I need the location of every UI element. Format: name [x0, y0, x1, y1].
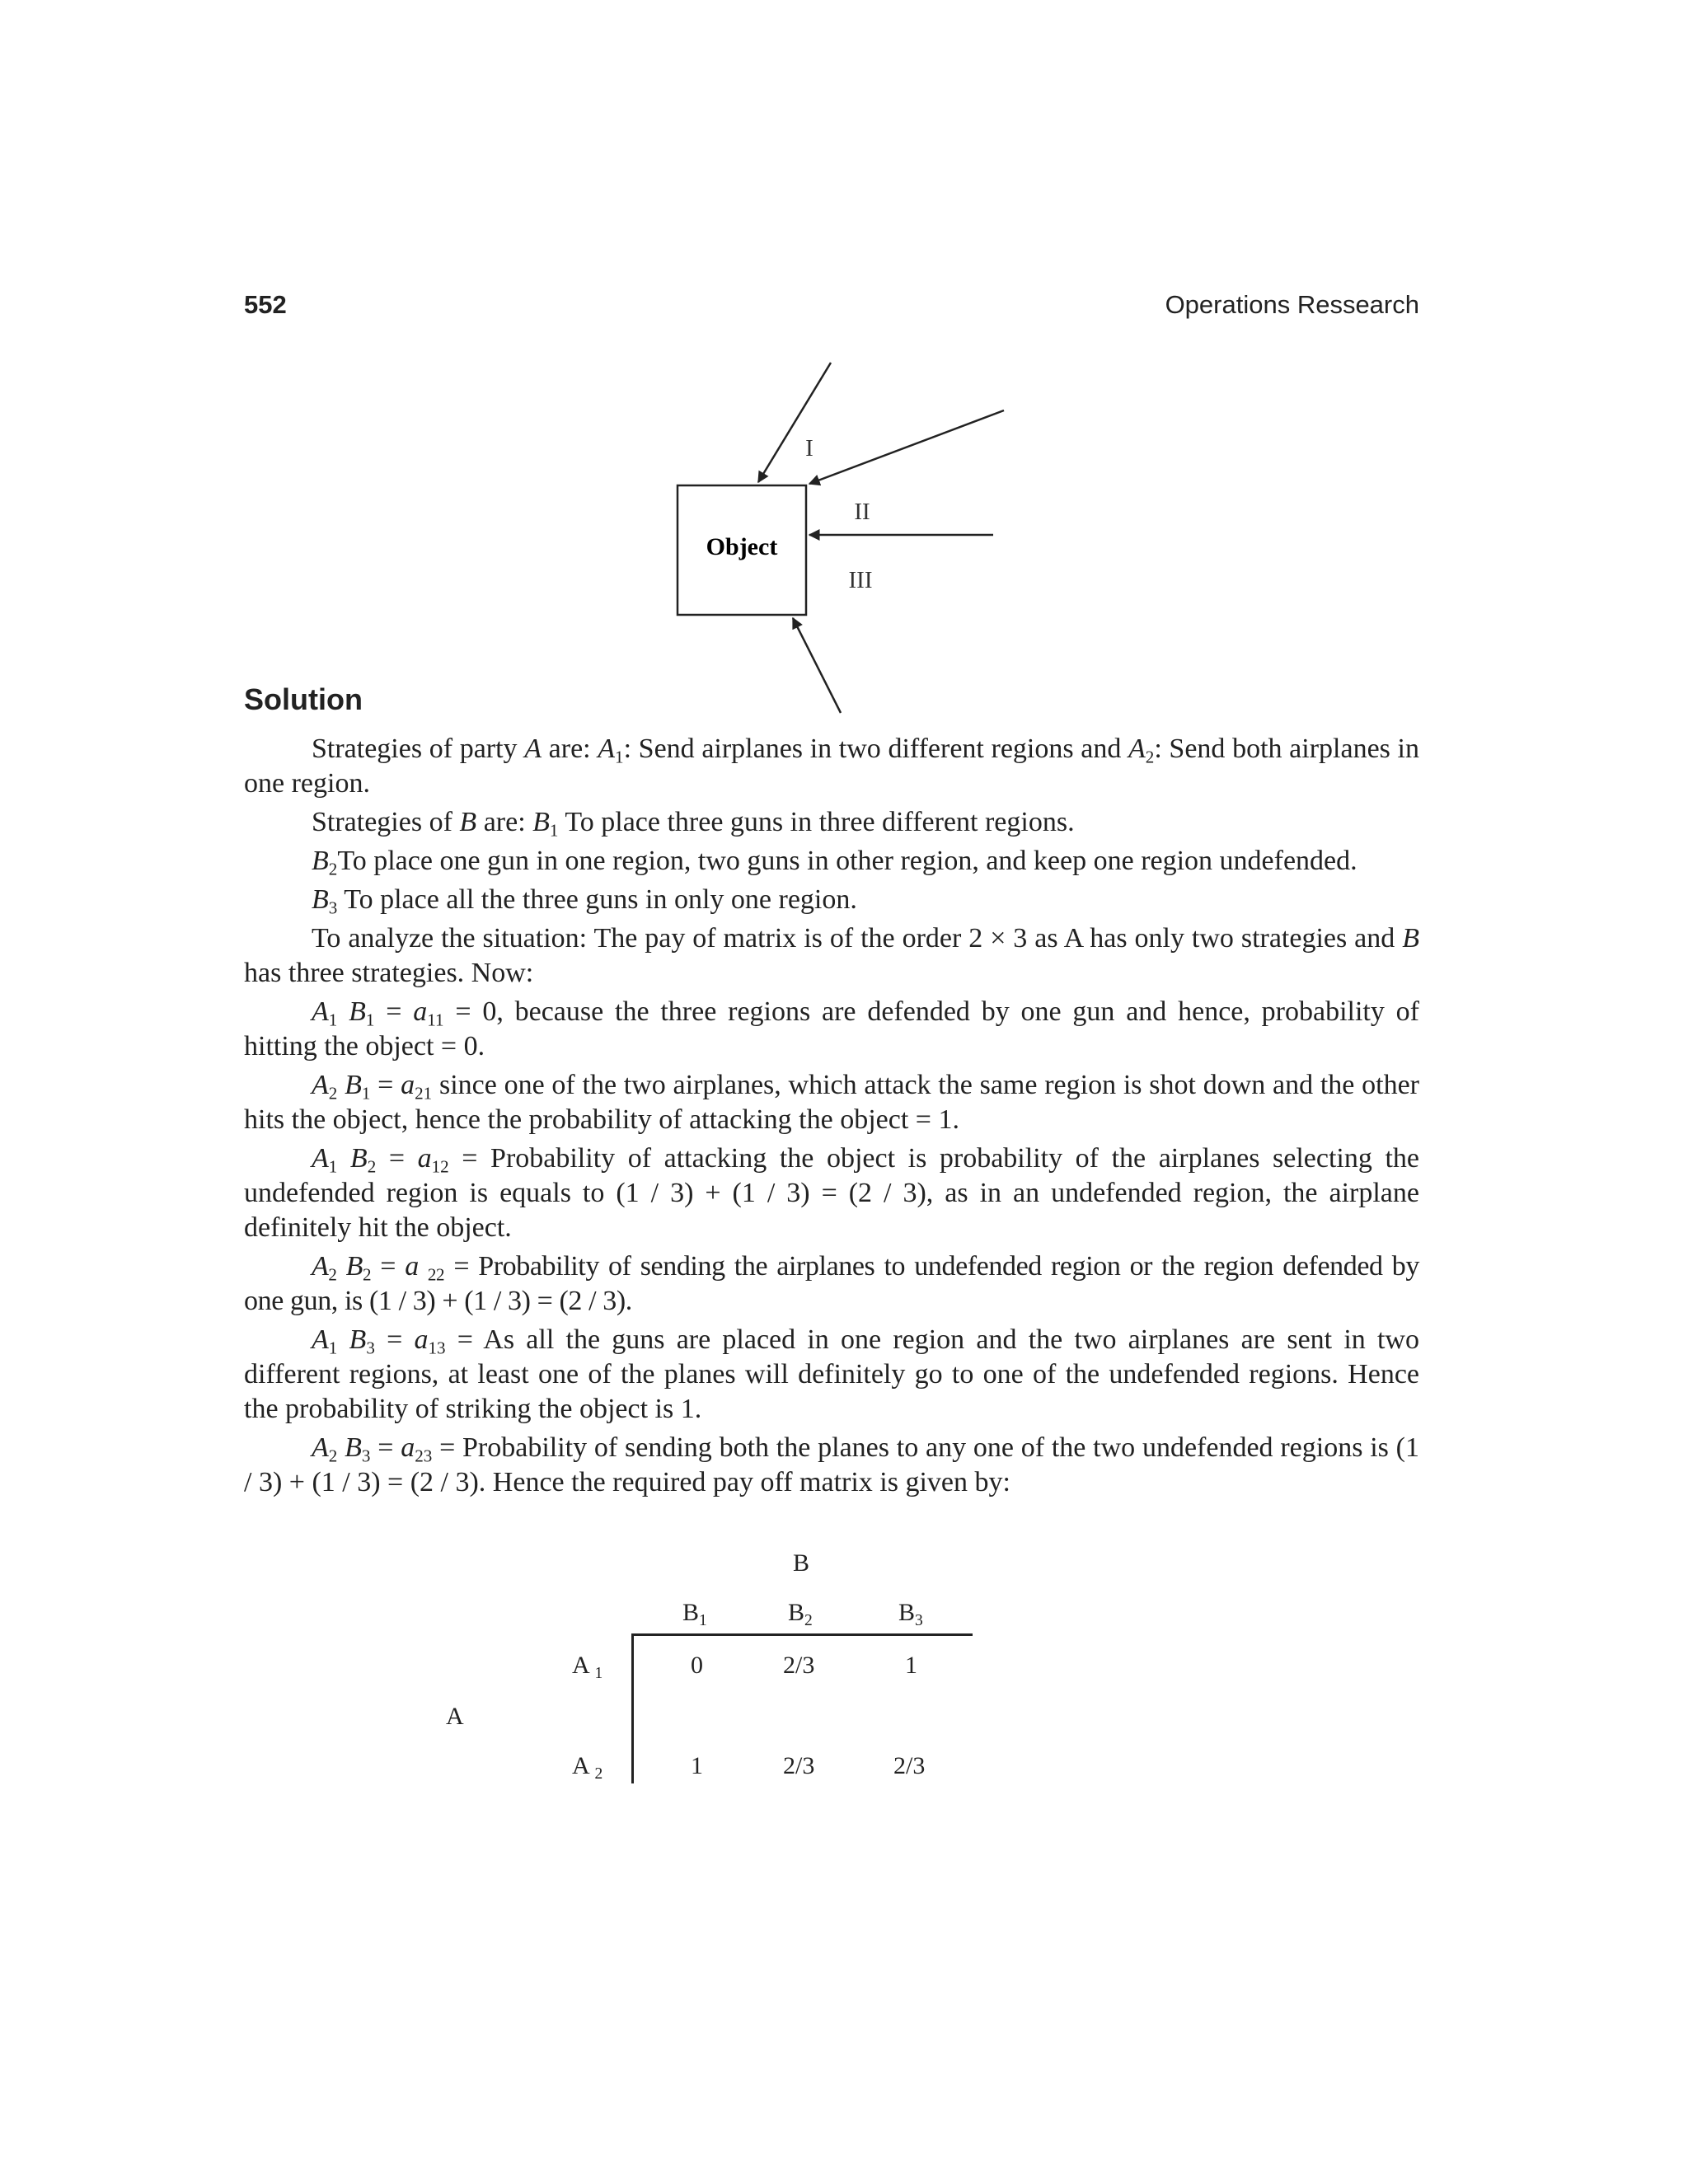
running-title: Operations Ressearch — [1165, 290, 1419, 319]
matrix-col-header: $B_1$ — [682, 1599, 707, 1629]
strategy-b3-paragraph: $B_3$ To place all the three guns in only one region. — [312, 884, 857, 918]
case-paragraph-a1b1: $A_1$ $B_1 = a_{11} = 0$, because the three regions are defended by one gun and hence, probability of hitting the object = 0. — [244, 996, 1419, 1062]
object-label: Object — [706, 533, 778, 560]
solution-heading: Solution — [244, 682, 363, 716]
strategies-a-paragraph: Strategies of party A are: $A_1$: Send airplanes in two different regions and $A_2$: Send both airplanes in one region. — [244, 733, 1419, 799]
matrix-col-player: B — [793, 1549, 810, 1577]
matrix-cell: 1 — [905, 1652, 917, 1679]
matrix-cell: 2/3 — [893, 1752, 926, 1779]
matrix-row-header: A $_1$ — [572, 1652, 603, 1682]
matrix-row-player: A — [446, 1703, 464, 1730]
arrow-region-3 — [793, 618, 841, 713]
matrix-left-rule — [631, 1633, 634, 1783]
arrow-region-1-b — [809, 410, 1004, 484]
solution-body — [244, 732, 1419, 1504]
matrix-cell: 2/3 — [783, 1752, 815, 1779]
matrix-cell: 0 — [691, 1652, 703, 1679]
analyze-paragraph: To analyze the situation: The pay of matrix is of the order 2 × 3 as A has only two strategies and B has three strategies. Now: — [244, 923, 1419, 988]
matrix-col-header: $B_3$ — [898, 1599, 923, 1629]
arrow-region-1 — [758, 363, 831, 482]
matrix-top-rule — [633, 1633, 973, 1636]
region-label-iii: III — [848, 567, 873, 593]
page-number: 552 — [244, 290, 287, 319]
strategies-b-paragraph: Strategies of B are: $B_1$ To place three guns in three different regions. — [312, 807, 1075, 841]
matrix-cell: 2/3 — [783, 1652, 815, 1679]
case-paragraph-a1b2: $A_1$ $B_2 = a_{12}$ = Probability of attacking the object is probability of the airplanes selecting the undefended region is equals to (1 / 3) + (1 / 3) = (2 / 3), as in an undefended region, the airplane definitely hit the object. — [244, 1143, 1419, 1243]
case-paragraph-a2b1: $A_2$ $B_1 = a_{21}$ since one of the two airplanes, which attack the same region is shot down and the other hits the object, hence the probability of attacking the object = 1. — [244, 1070, 1420, 1135]
case-paragraph-a2b2: $A_2$ $B_2 = a$ $_{22}$ = Probability of sending the airplanes to undefended region or the region defended by one gun, is (1 / 3) + (1 / 3) = (2 / 3). — [244, 1251, 1419, 1316]
region-label-i: I — [805, 435, 814, 462]
matrix-col-header: $B_2$ — [788, 1599, 813, 1629]
case-paragraph-a2b3: $A_2$ $B_3 = a_{23}$ = Probability of sending both the planes to any one of the two undefended regions is (1 / 3) + (1 / 3) = (2 / 3). Hence the required pay off matrix is given by: — [244, 1432, 1420, 1497]
case-paragraph-a1b3: $A_1$ $B_3 = a_{13} = As$ all the guns are placed in one region and the two airplanes are sent in two different regions, at least one of the planes will definitely go to one of the undefended regions. Hence the probability of striking the object is 1. — [244, 1324, 1419, 1424]
region-label-ii: II — [854, 499, 870, 525]
matrix-cell: 1 — [691, 1752, 703, 1779]
attack-diagram — [643, 354, 1039, 717]
strategy-b2-paragraph: $B_2To$ place one gun in one region, two guns in other region, and keep one region undefended. — [312, 846, 1357, 879]
matrix-row-header: A $_2$ — [572, 1752, 603, 1783]
